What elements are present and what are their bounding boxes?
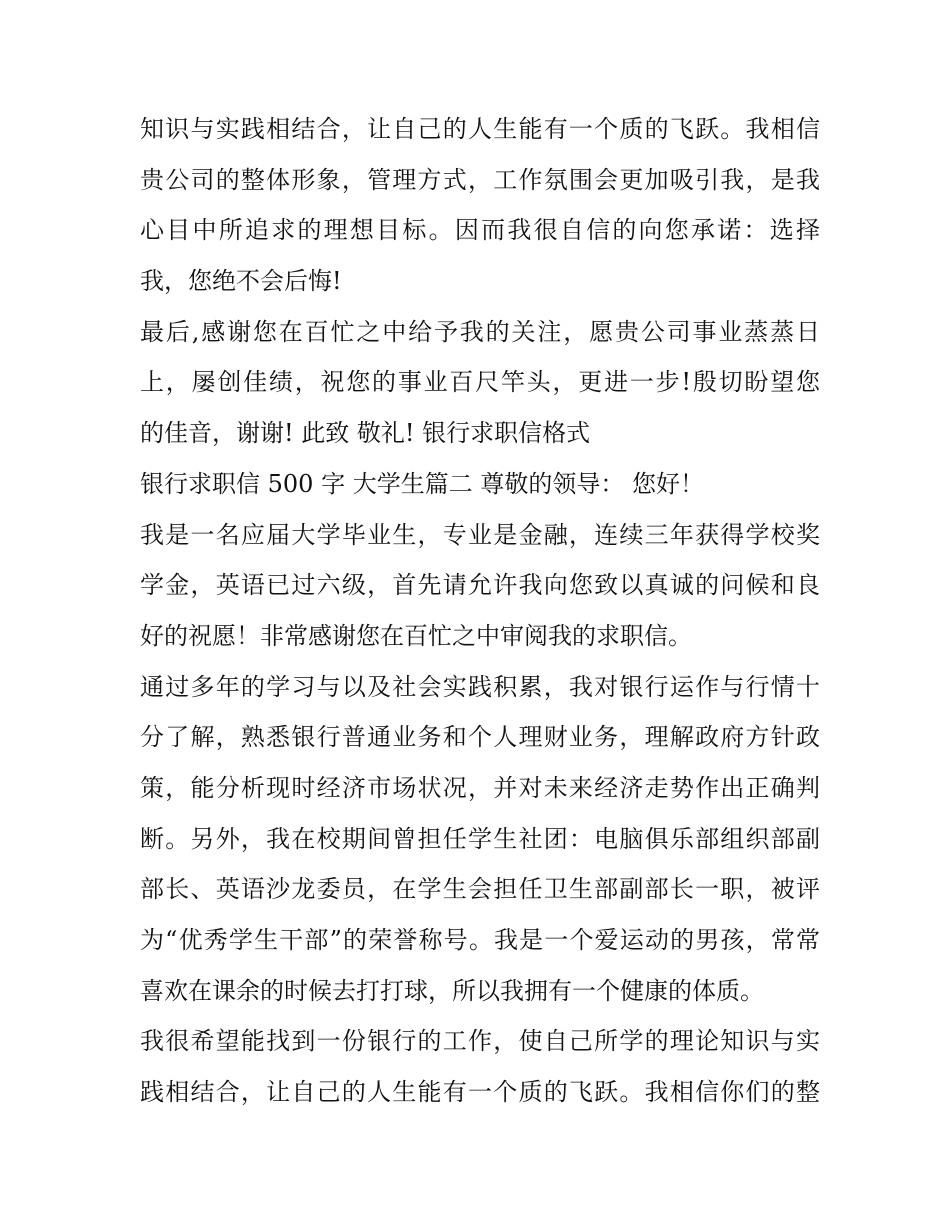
- section-heading-line: 银行求职信 500 字 大学生篇二 尊敬的领导： 您好！: [140, 469, 704, 498]
- text-line: 践相结合，让自己的人生能有一个质的飞跃。我相信你们的整: [140, 1078, 820, 1107]
- text-line: 学金，英语已过六级，首先请允许我向您致以真诚的问候和良: [140, 571, 820, 600]
- text-line: 我是一名应届大学毕业生，专业是金融，连续三年获得学校奖: [140, 520, 820, 549]
- text-line: 通过多年的学习与以及社会实践积累，我对银行运作与行情十: [140, 672, 820, 701]
- text-line: 好的祝愿！非常感谢您在百忙之中审阅我的求职信。: [140, 621, 692, 650]
- text-line: 最后,感谢您在百忙之中给予我的关注，愿贵公司事业蒸蒸日: [140, 317, 820, 346]
- text-line: 我，您绝不会后悔!: [140, 267, 342, 296]
- text-line: 喜欢在课余的时候去打打球，所以我拥有一个健康的体质。: [140, 976, 764, 1005]
- text-line: 我很希望能找到一份银行的工作，使自己所学的理论知识与实: [140, 1027, 820, 1056]
- text-line: 分了解，熟悉银行普通业务和个人理财业务，理解政府方针政: [140, 723, 820, 752]
- document-body: [140, 104, 820, 1118]
- text-line: 部长、英语沙龙委员，在学生会担任卫生部副部长一职，被评: [140, 875, 820, 904]
- text-line: 的佳音，谢谢! 此致 敬礼! 银行求职信格式: [140, 419, 591, 448]
- text-line: 策，能分析现时经济市场状况，并对未来经济走势作出正确判: [140, 773, 820, 802]
- text-line: 知识与实践相结合，让自己的人生能有一个质的飞跃。我相信: [140, 115, 820, 143]
- text-line: 断。另外，我在校期间曾担任学生社团：电脑俱乐部组织部副: [140, 824, 820, 853]
- text-line: 上，屡创佳绩，祝您的事业百尺竿头，更进一步!殷切盼望您: [140, 368, 820, 397]
- text-line: 为“优秀学生干部”的荣誉称号。我是一个爱运动的男孩，常常: [140, 926, 820, 954]
- text-line: 贵公司的整体形象，管理方式，工作氛围会更加吸引我，是我: [140, 165, 820, 194]
- text-line: 心目中所追求的理想目标。因而我很自信的向您承诺：选择: [140, 216, 820, 245]
